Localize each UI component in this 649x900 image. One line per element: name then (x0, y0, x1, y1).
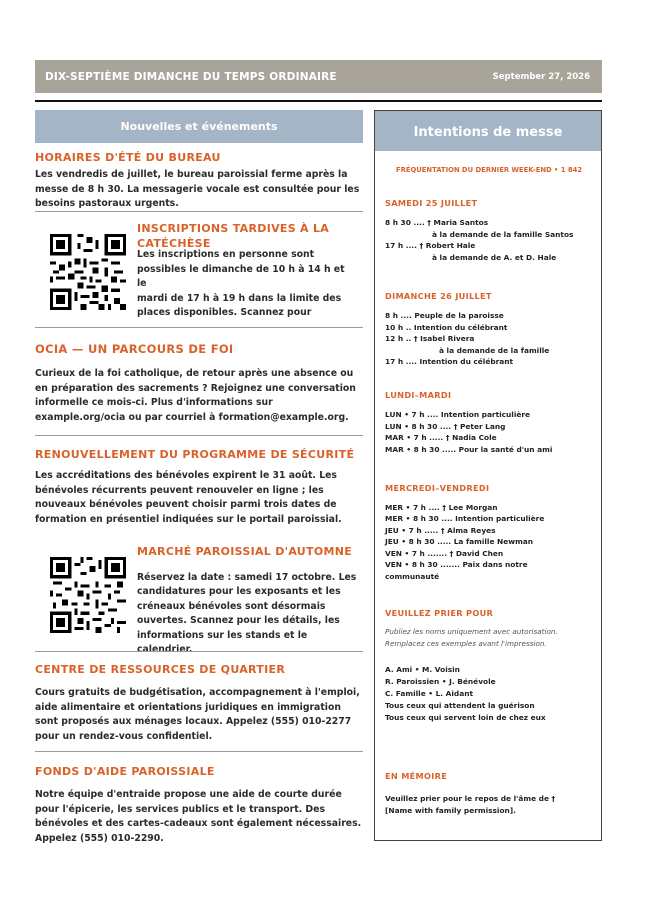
article-body-line: places disponibles. Scannez pour (137, 307, 312, 319)
qr-code-autumn-market[interactable] (50, 557, 126, 633)
article-body-line: mardi de 17 h à 19 h dans la limite des (137, 292, 342, 304)
permission-note: Remplacez ces exemples avant l'impression. (385, 639, 547, 648)
article-safety-program (35, 448, 363, 528)
divider (35, 651, 363, 652)
intention-line: 17 h .... Intention du célébrant (385, 357, 514, 366)
section-title-sunday: DIMANCHE 26 JUILLET (385, 291, 492, 301)
section-title-saturday: SAMEDI 25 JUILLET (385, 198, 478, 208)
attendance-line: FRÉQUENTATION DU DERNIER WEEK-END • 1 842 (395, 166, 583, 174)
article-body-line: possibles le dimanche de 10 h à 14 h et (137, 263, 345, 275)
memorial-line: [Name with family permission]. (385, 806, 516, 815)
memorial-line: Veuillez prier pour le repos de l'âme de † (385, 794, 556, 803)
divider (35, 435, 363, 436)
intention-line: LUN • 8 h 30 .... † Peter Lang (385, 422, 506, 431)
masthead-title: DIX-SEPTIÈME DIMANCHE DU TEMPS ORDINAIRE (45, 71, 337, 83)
intention-line: communauté (385, 572, 440, 581)
article-title: MARCHÉ PAROISSIAL D'AUTOMNE (137, 545, 353, 558)
qr-code-catechesis[interactable] (50, 234, 126, 310)
article-body: Les accréditations des bénévoles expirent le 31 août. Les bénévoles récurrents peuvent renouveler en ligne ; les nouveaux bénévoles peuvent choisir parmi trois dates de formation en présentiel indiquées sur le portail paroissial. (35, 470, 342, 525)
section-title-in-memory: EN MÉMOIRE (385, 771, 448, 781)
intention-line: JEU • 7 h ..... † Alma Reyes (385, 526, 496, 535)
intention-line: 12 h .. † Isabel Rivera (385, 334, 475, 343)
prayer-line: Tous ceux qui servent loin de chez eux (385, 713, 546, 722)
intention-line: 17 h .... † Robert Hale (385, 241, 476, 250)
article-title: FONDS D'AIDE PAROISSIALE (35, 765, 215, 778)
article-office-hours (35, 151, 363, 212)
prayer-line: A. Ami • M. Voisin (385, 665, 460, 674)
divider (35, 751, 363, 752)
intention-line: MAR • 7 h ..... † Nadia Cole (385, 433, 497, 442)
divider (35, 211, 363, 212)
intention-line: MAR • 8 h 30 ..... Pour la santé d'un ami (385, 445, 553, 454)
mass-intentions-panel (374, 110, 602, 841)
prayer-line: R. Paroissien • J. Bénévole (385, 677, 496, 686)
intention-line: 8 h .... Peuple de la paroisse (385, 311, 504, 320)
section-title-pray-for: VEUILLEZ PRIER POUR (385, 608, 494, 618)
article-title: INSCRIPTIONS TARDIVES À LA CATÉCHÈSE (137, 222, 330, 250)
intention-line: LUN • 7 h .... Intention particulière (385, 410, 531, 419)
article-catechesis (137, 222, 359, 321)
prayer-line: Tous ceux qui attendent la guérison (385, 701, 535, 710)
intention-line: à la demande de A. et D. Hale (432, 253, 557, 262)
section-title-wednesday-friday: MERCREDI–VENDREDI (385, 483, 490, 493)
intention-line: VEN • 7 h ....... † David Chen (385, 549, 504, 558)
article-body: Notre équipe d'entraide propose une aide de courte durée pour l'épicerie, les services publics et le transport. Des bénévoles et des cartes-cadeaux sont également nécessaires. Appelez (555) 010-2290. (35, 789, 362, 844)
article-body-line: le (137, 278, 147, 290)
masthead-date: September 27, 2026 (492, 72, 590, 82)
article-title: HORAIRES D'ÉTÉ DU BUREAU (35, 151, 221, 164)
article-body: Curieux de la foi catholique, de retour après une absence ou en préparation des sacrements ? Rejoignez une conversation informelle ce mois-ci. Plus d'informations sur example.org/ocia ou par courriel à formation@example.org. (35, 368, 356, 423)
intention-line: JEU • 8 h 30 ..... La famille Newman (385, 537, 534, 546)
article-autumn-market (137, 545, 359, 656)
intention-line: MER • 8 h 30 .... Intention particulière (385, 514, 545, 523)
article-title: OCIA — UN PARCOURS DE FOI (35, 342, 234, 356)
divider (35, 327, 363, 328)
article-title: RENOUVELLEMENT DU PROGRAMME DE SÉCURITÉ (35, 448, 355, 461)
prayer-line: C. Famille • L. Aidant (385, 689, 474, 698)
article-body: Cours gratuits de budgétisation, accompagnement à l'emploi, aide alimentaire et orientations juridiques en immigration sont proposés aux ménages locaux. Appelez (555) 010-2277 pour un rendez-vous confidentiel. (35, 687, 360, 742)
news-heading: Nouvelles et événements (35, 110, 363, 143)
intention-line: à la demande de la famille (439, 346, 550, 355)
article-resource-center (35, 663, 363, 744)
masthead (35, 60, 602, 93)
intention-line: 10 h .. Intention du célébrant (385, 323, 508, 332)
intention-line: à la demande de la famille Santos (432, 230, 574, 239)
intention-line: 8 h 30 .... † Maria Santos (385, 218, 489, 227)
article-ocia (35, 342, 363, 432)
article-aid-fund (35, 765, 363, 846)
article-title: CENTRE DE RESSOURCES DE QUARTIER (35, 663, 286, 676)
masthead-rule (35, 100, 602, 102)
intention-line: MER • 7 h .... † Lee Morgan (385, 503, 498, 512)
permission-note: Publiez les noms uniquement avec autorisation. (385, 627, 558, 636)
article-body: Réservez la date : samedi 17 octobre. Les candidatures pour les exposants et les créneaux bénévoles sont désormais ouvertes. Scannez pour les détails, les informations sur les stands et le calendrier. (137, 571, 357, 656)
article-body: Les vendredis de juillet, le bureau paroissial ferme après la messe de 8 h 30. La messagerie vocale est consultée pour les besoins pastoraux urgents. (35, 169, 360, 210)
section-title-monday-tuesday: LUNDI–MARDI (385, 390, 452, 400)
article-body-line: Les inscriptions en personne sont (137, 249, 315, 260)
mass-intentions-heading: Intentions de messe (375, 111, 601, 151)
intention-line: VEN • 8 h 30 ....... Paix dans notre (385, 560, 528, 569)
